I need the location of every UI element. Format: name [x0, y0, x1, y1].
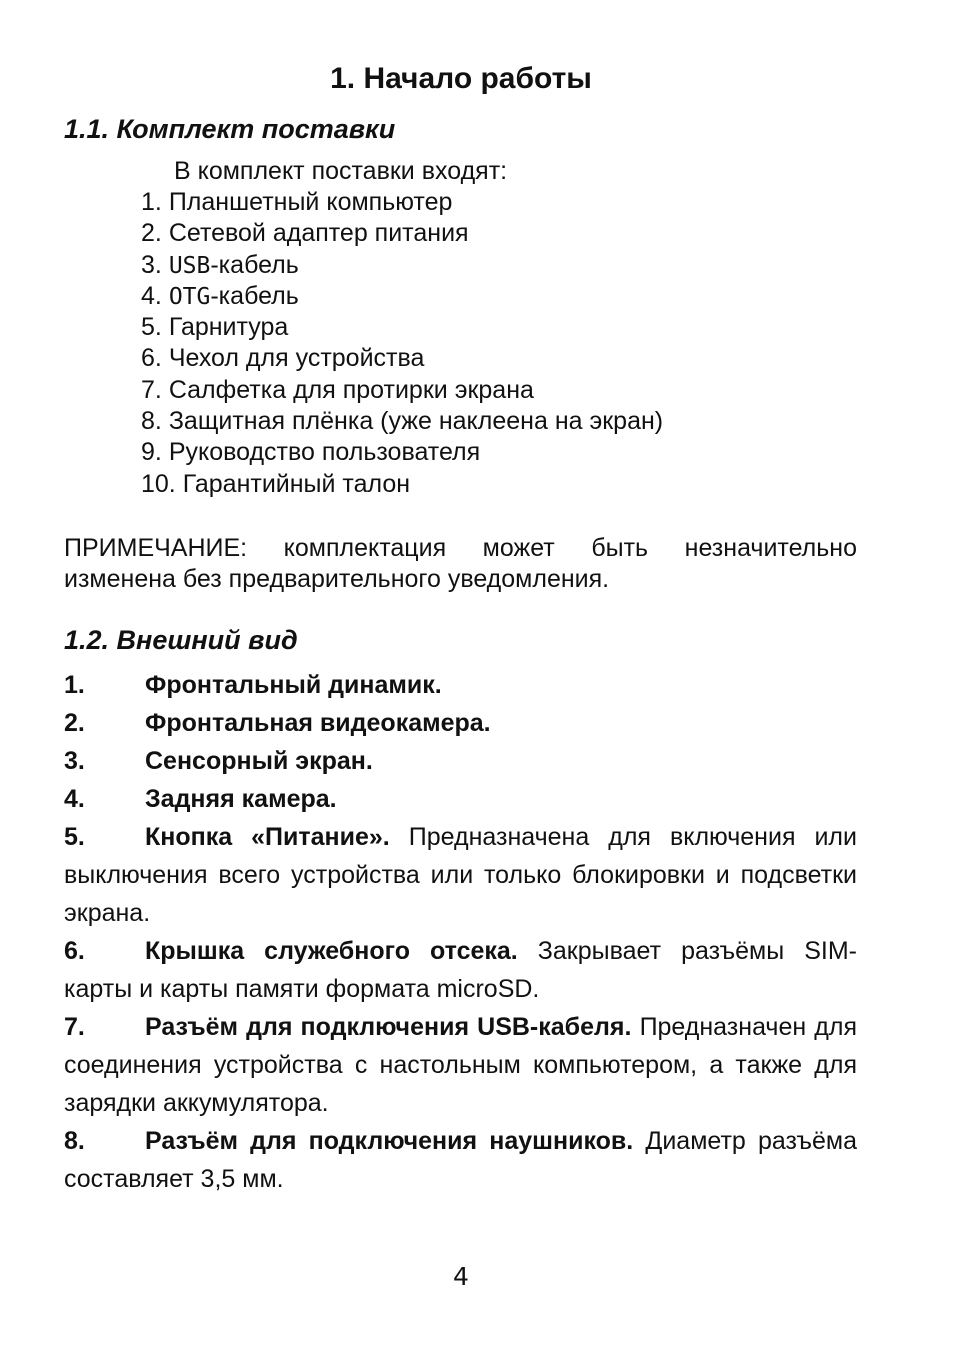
kit-item: 2. Сетевой адаптер питания [141, 219, 469, 248]
section-heading-appearance: 1.2. Внешний вид [64, 625, 298, 655]
kit-list [141, 188, 663, 501]
part-item: 5. Кнопка «Питание». Предназначена для включения или выключения всего устройства или только блокировки и подсветки экрана. [64, 823, 857, 927]
page-number: 4 [453, 1262, 469, 1291]
kit-item: 8. Защитная плёнка (уже наклеена на экран) [141, 407, 664, 436]
note-paragraph: ПРИМЕЧАНИЕ: комплектация может быть незначительно изменена без предварительного уведомления. [64, 534, 857, 593]
part-item: 3. Сенсорный экран. [64, 747, 373, 775]
part-item: 4. Задняя камера. [64, 785, 337, 813]
part-item: 7. Разъём для подключения USB-кабеля. Предназначен для соединения устройства с настольным компьютером, а также для зарядки аккумулятора. [64, 1013, 857, 1117]
section-heading-kit: 1.1. Комплект поставки [64, 114, 396, 144]
kit-item: 1. Планшетный компьютер [141, 188, 453, 216]
part-item: 8. Разъём для подключения наушников. Диаметр разъёма составляет 3,5 мм. [64, 1127, 858, 1193]
kit-item: 5. Гарнитура [141, 313, 289, 342]
kit-item: 7. Салфетка для протирки экрана [141, 375, 534, 404]
kit-item: 4. OTG-кабель [141, 281, 299, 310]
part-item: 6. Крышка служебного отсека. Закрывает разъёмы SIM-карты и карты памяти формата microSD. [64, 937, 858, 1003]
part-item: 2. Фронтальная видеокамера. [64, 709, 491, 737]
page-title: 1. Начало работы [330, 62, 592, 95]
kit-item: 3. USB-кабель [141, 250, 299, 279]
kit-item: 9. Руководство пользователя [141, 438, 481, 467]
parts-list [64, 666, 857, 1198]
kit-intro: В комплект поставки входят: [174, 157, 508, 185]
part-item: 1. Фронтальный динамик. [64, 671, 442, 699]
kit-item: 10. Гарантийный талон [141, 469, 411, 498]
kit-item: 6. Чехол для устройства [141, 344, 425, 373]
